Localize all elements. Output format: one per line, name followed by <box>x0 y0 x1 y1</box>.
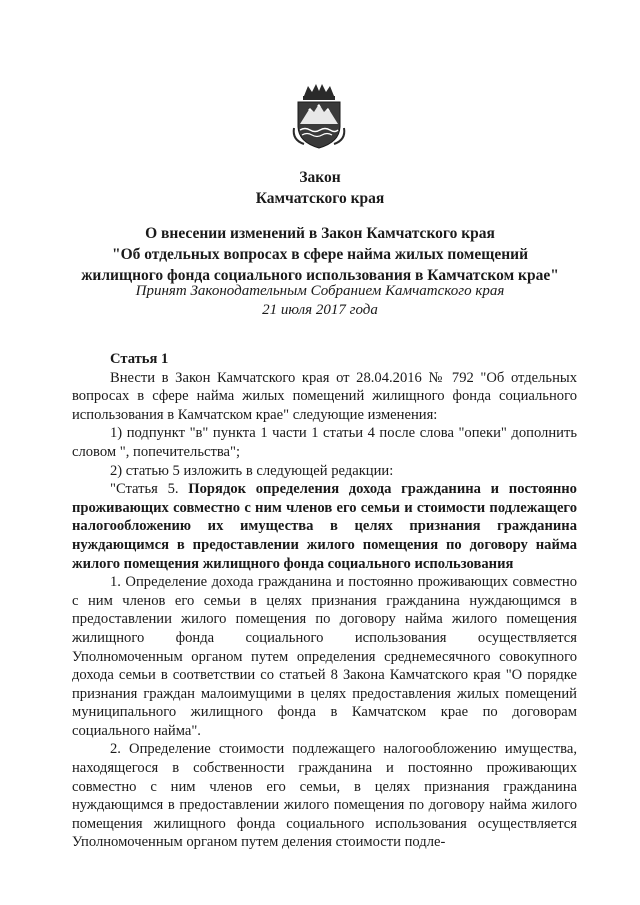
amendment-item-1: 1) подпункт "в" пункта 1 части 1 статьи 4 после слова "опеки" дополнить словом ", попечительства"; <box>72 425 577 460</box>
amendment-item-2: 2) статью 5 изложить в следующей редакции: <box>110 462 394 479</box>
document-body <box>72 350 577 852</box>
article5-title: Порядок определения дохода гражданина и постоянно проживающих совместно с ним членов его семьи и стоимости подлежащего налогообложению их имущества в целях признания гражданина нуждающимся в предоставлении жилого помещения по договору найма жилого помещения жилищного фонда социального использования <box>72 481 577 572</box>
paragraph-2: 2. Определение стоимости подлежащего налогообложению имущества, находящегося в собственности гражданина и постоянно проживающих совместно с ним членов его семьи, в целях признания гражданина нуждающимся в предоставлении жилого помещения по договору найма жилого помещения жилищного фонда социального использования осуществляется Уполномоченным органом путем деления стоимости подле- <box>72 741 577 851</box>
paragraph-1: 1. Определение дохода гражданина и постоянно проживающих совместно с ним членов его семьи в целях признания гражданина нуждающимся в предоставлении жилого помещения по договору найма жилого помещения жилищного фонда социального использования осуществляется Уполномоченным органом путем определения среднемесячного совокупного дохода семьи в соответствии со статьей 8 Закона Камчатского края "О порядке признания граждан малоимущими в целях предоставления жилых помещений муниципального жилищного фонда в Камчатском крае по договорам социального найма". <box>72 574 577 739</box>
article-heading: Статья 1 <box>110 351 169 367</box>
document-title <box>60 167 580 209</box>
article-intro: Внести в Закон Камчатского края от 28.04.2016 № 792 "Об отдельных вопросах в сфере найма жилых помещений жилищного фонда социального использования в Камчатском крае" следующие изменения: <box>72 369 577 423</box>
article5-prefix: "Статья 5. <box>110 481 189 498</box>
article5-heading <box>72 480 577 573</box>
document-subtitle <box>60 223 580 286</box>
subtitle-line-1: О внесении изменений в Закон Камчатского края <box>145 225 495 242</box>
title-line-1: Закон <box>299 169 341 186</box>
coat-of-arms-icon <box>290 82 348 150</box>
adoption-date: 21 июля 2017 года <box>262 302 378 318</box>
adoption-note <box>60 282 580 320</box>
title-line-2: Камчатского края <box>255 190 385 207</box>
adoption-line-1: Принят Законодательным Собранием Камчатского края <box>135 283 505 299</box>
subtitle-line-3: жилищного фонда социального использования в Камчатском крае" <box>81 267 559 284</box>
subtitle-line-2: "Об отдельных вопросах в сфере найма жилых помещений <box>111 246 529 263</box>
